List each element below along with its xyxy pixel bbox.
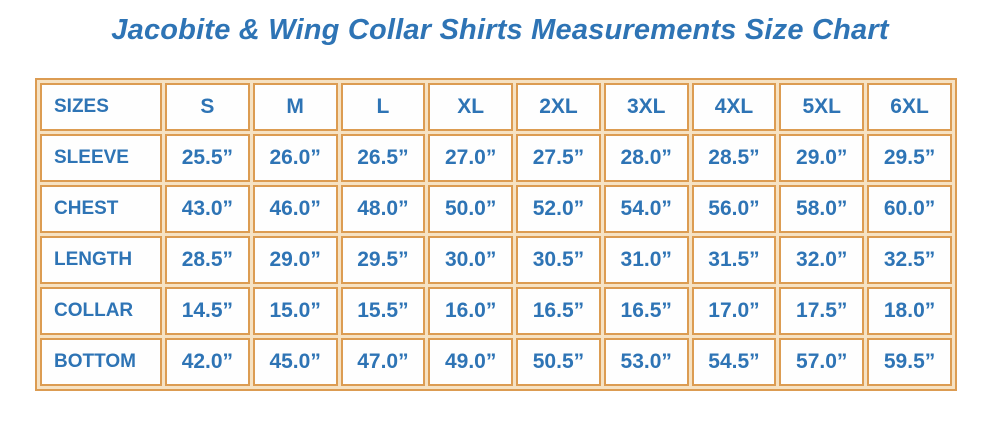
measurement-cell: 28.5” (165, 236, 250, 284)
measurement-cell: 29.5” (867, 134, 952, 182)
measurement-cell: 32.0” (779, 236, 864, 284)
measurement-cell: 53.0” (604, 338, 689, 386)
measurement-cell: 28.0” (604, 134, 689, 182)
measurement-cell: 32.5” (867, 236, 952, 284)
header-cell-2xl: 2XL (516, 83, 601, 131)
measurement-cell: 28.5” (692, 134, 777, 182)
measurement-cell: 25.5” (165, 134, 250, 182)
measurement-cell: 17.5” (779, 287, 864, 335)
measurement-cell: 16.5” (604, 287, 689, 335)
measurement-cell: 50.0” (428, 185, 513, 233)
measurement-cell: 58.0” (779, 185, 864, 233)
header-row (40, 83, 952, 131)
measurement-cell: 27.5” (516, 134, 601, 182)
table-row-bottom (40, 338, 952, 386)
measurement-cell: 29.0” (779, 134, 864, 182)
header-cell-m: M (253, 83, 338, 131)
measurement-cell: 16.0” (428, 287, 513, 335)
row-label-collar: COLLAR (40, 287, 162, 335)
measurement-cell: 48.0” (341, 185, 426, 233)
header-cell-xl: XL (428, 83, 513, 131)
measurement-cell: 14.5” (165, 287, 250, 335)
measurement-cell: 59.5” (867, 338, 952, 386)
measurement-cell: 54.0” (604, 185, 689, 233)
measurement-cell: 15.5” (341, 287, 426, 335)
row-label-length: LENGTH (40, 236, 162, 284)
measurement-cell: 26.0” (253, 134, 338, 182)
table-row-sleeve (40, 134, 952, 182)
measurement-cell: 57.0” (779, 338, 864, 386)
table-row-length (40, 236, 952, 284)
header-cell-l: L (341, 83, 426, 131)
measurement-cell: 56.0” (692, 185, 777, 233)
measurement-cell: 49.0” (428, 338, 513, 386)
header-cell-5xl: 5XL (779, 83, 864, 131)
measurement-cell: 50.5” (516, 338, 601, 386)
measurement-cell: 43.0” (165, 185, 250, 233)
header-cell-s: S (165, 83, 250, 131)
row-label-bottom: BOTTOM (40, 338, 162, 386)
measurement-cell: 29.0” (253, 236, 338, 284)
row-label-chest: CHEST (40, 185, 162, 233)
measurement-cell: 29.5” (341, 236, 426, 284)
measurement-cell: 31.5” (692, 236, 777, 284)
measurement-cell: 26.5” (341, 134, 426, 182)
header-cell-3xl: 3XL (604, 83, 689, 131)
header-cell-sizes: SIZES (40, 83, 162, 131)
measurement-cell: 54.5” (692, 338, 777, 386)
table-row-chest (40, 185, 952, 233)
measurement-cell: 46.0” (253, 185, 338, 233)
table-row-collar (40, 287, 952, 335)
measurement-cell: 15.0” (253, 287, 338, 335)
header-cell-4xl: 4XL (692, 83, 777, 131)
measurement-cell: 52.0” (516, 185, 601, 233)
measurement-cell: 60.0” (867, 185, 952, 233)
measurement-cell: 18.0” (867, 287, 952, 335)
measurement-cell: 42.0” (165, 338, 250, 386)
page-title: Jacobite & Wing Collar Shirts Measurements Size Chart (111, 14, 889, 46)
measurement-cell: 30.0” (428, 236, 513, 284)
size-chart-table (35, 78, 957, 391)
measurement-cell: 47.0” (341, 338, 426, 386)
measurement-cell: 31.0” (604, 236, 689, 284)
measurement-cell: 16.5” (516, 287, 601, 335)
measurement-cell: 17.0” (692, 287, 777, 335)
measurement-cell: 30.5” (516, 236, 601, 284)
measurement-cell: 27.0” (428, 134, 513, 182)
row-label-sleeve: SLEEVE (40, 134, 162, 182)
measurement-cell: 45.0” (253, 338, 338, 386)
header-cell-6xl: 6XL (867, 83, 952, 131)
